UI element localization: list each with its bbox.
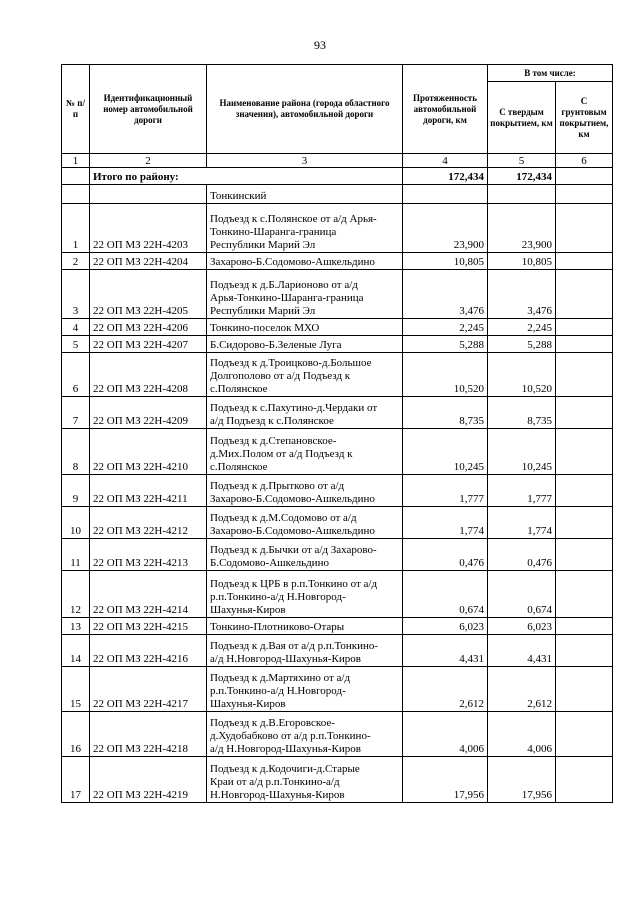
road-name: Подъезд к д.Степановское- д.Мих.Полом от а/д Подъезд к с.Полянское <box>207 429 403 475</box>
total-hard: 172,434 <box>488 168 556 185</box>
road-name: Подъезд к д.М.Содомово от а/д Захарово-Б.Содомово-Ашкельдино <box>207 507 403 539</box>
header-including: В том числе: <box>488 65 613 82</box>
road-hard-length: 0,674 <box>488 571 556 618</box>
road-length: 10,245 <box>403 429 488 475</box>
road-name: Подъезд к д.Бычки от а/д Захарово- Б.Содомово-Ашкельдино <box>207 539 403 571</box>
column-index: 2 <box>90 154 207 168</box>
road-length: 2,245 <box>403 319 488 336</box>
road-hard-length: 2,245 <box>488 319 556 336</box>
road-length: 10,520 <box>403 353 488 397</box>
road-hard-length: 1,774 <box>488 507 556 539</box>
row-number: 15 <box>62 667 90 712</box>
road-dirt-length <box>556 667 613 712</box>
row-number: 16 <box>62 712 90 757</box>
header-num: № п/п <box>62 65 90 154</box>
road-hard-length: 4,431 <box>488 635 556 667</box>
road-id: 22 ОП МЗ 22Н-4212 <box>90 507 207 539</box>
road-name: Подъезд к с.Полянское от а/д Арья- Тонкино-Шаранга-граница Республики Марий Эл <box>207 204 403 253</box>
row-number: 12 <box>62 571 90 618</box>
row-number: 5 <box>62 336 90 353</box>
row-number: 17 <box>62 757 90 803</box>
row-number: 10 <box>62 507 90 539</box>
road-length: 10,805 <box>403 253 488 270</box>
road-id: 22 ОП МЗ 22Н-4216 <box>90 635 207 667</box>
road-hard-length: 3,476 <box>488 270 556 319</box>
road-name: Подъезд к ЦРБ в р.п.Тонкино от а/д р.п.Тонкино-а/д Н.Новгород- Шахунья-Киров <box>207 571 403 618</box>
road-length: 5,288 <box>403 336 488 353</box>
table-row <box>62 397 613 429</box>
total-row <box>62 168 613 185</box>
road-dirt-length <box>556 571 613 618</box>
road-hard-length: 10,805 <box>488 253 556 270</box>
road-id: 22 ОП МЗ 22Н-4204 <box>90 253 207 270</box>
road-length: 4,431 <box>403 635 488 667</box>
road-length: 23,900 <box>403 204 488 253</box>
road-id: 22 ОП МЗ 22Н-4211 <box>90 475 207 507</box>
road-dirt-length <box>556 270 613 319</box>
table-row <box>62 336 613 353</box>
road-name: Тонкино-поселок МХО <box>207 319 403 336</box>
table-row <box>62 618 613 635</box>
row-number: 8 <box>62 429 90 475</box>
row-number: 1 <box>62 204 90 253</box>
district-row <box>62 185 613 204</box>
road-dirt-length <box>556 429 613 475</box>
road-name: Б.Сидорово-Б.Зеленые Луга <box>207 336 403 353</box>
row-number: 7 <box>62 397 90 429</box>
total-dirt <box>556 168 613 185</box>
road-hard-length: 2,612 <box>488 667 556 712</box>
column-index: 4 <box>403 154 488 168</box>
header-ident: Идентификационный номер автомобильной дороги <box>90 65 207 154</box>
row-number: 6 <box>62 353 90 397</box>
header-dirt: С грунтовым покрытием, км <box>556 82 613 154</box>
road-dirt-length <box>556 204 613 253</box>
road-id: 22 ОП МЗ 22Н-4213 <box>90 539 207 571</box>
road-dirt-length <box>556 319 613 336</box>
road-name: Подъезд к с.Пахутино-д.Чердаки от а/д Подъезд к с.Полянское <box>207 397 403 429</box>
road-id: 22 ОП МЗ 22Н-4214 <box>90 571 207 618</box>
road-length: 3,476 <box>403 270 488 319</box>
total-empty-cell <box>62 168 90 185</box>
road-name: Подъезд к д.Б.Ларионово от а/д Арья-Тонкино-Шаранга-граница Республики Марий Эл <box>207 270 403 319</box>
road-dirt-length <box>556 475 613 507</box>
row-number: 4 <box>62 319 90 336</box>
road-dirt-length <box>556 397 613 429</box>
district-empty-cell <box>556 185 613 204</box>
row-number: 9 <box>62 475 90 507</box>
road-name: Подъезд к д.Вая от а/д р.п.Тонкино- а/д Н.Новгород-Шахунья-Киров <box>207 635 403 667</box>
road-hard-length: 10,245 <box>488 429 556 475</box>
road-length: 4,006 <box>403 712 488 757</box>
road-id: 22 ОП МЗ 22Н-4209 <box>90 397 207 429</box>
column-index: 3 <box>207 154 403 168</box>
table-row <box>62 353 613 397</box>
table-row <box>62 507 613 539</box>
row-number: 13 <box>62 618 90 635</box>
road-name: Захарово-Б.Содомово-Ашкельдино <box>207 253 403 270</box>
table-row <box>62 539 613 571</box>
road-hard-length: 17,956 <box>488 757 556 803</box>
road-length: 1,774 <box>403 507 488 539</box>
road-dirt-length <box>556 618 613 635</box>
road-hard-length: 5,288 <box>488 336 556 353</box>
road-length: 17,956 <box>403 757 488 803</box>
district-empty-cell <box>62 185 90 204</box>
road-dirt-length <box>556 507 613 539</box>
total-length: 172,434 <box>403 168 488 185</box>
road-name: Подъезд к д.Троицково-д.Большое Долгополово от а/д Подъезд к с.Полянское <box>207 353 403 397</box>
road-hard-length: 8,735 <box>488 397 556 429</box>
header-length: Протяженность автомобильной дороги, км <box>403 65 488 154</box>
road-id: 22 ОП МЗ 22Н-4203 <box>90 204 207 253</box>
road-id: 22 ОП МЗ 22Н-4207 <box>90 336 207 353</box>
district-empty-cell <box>403 185 488 204</box>
road-name: Подъезд к д.Кодочиги-д.Старые Краи от а/д р.п.Тонкино-а/д Н.Новгород-Шахунья-Киров <box>207 757 403 803</box>
page-number: 93 <box>314 38 326 52</box>
district-name: Тонкинский <box>207 185 403 204</box>
table-row <box>62 429 613 475</box>
table-row <box>62 475 613 507</box>
road-hard-length: 6,023 <box>488 618 556 635</box>
table-row <box>62 757 613 803</box>
district-empty-cell <box>488 185 556 204</box>
road-length: 2,612 <box>403 667 488 712</box>
road-id: 22 ОП МЗ 22Н-4218 <box>90 712 207 757</box>
row-number: 3 <box>62 270 90 319</box>
road-hard-length: 23,900 <box>488 204 556 253</box>
total-label: Итого по району: <box>90 168 403 185</box>
header-name: Наименование района (города областного значения), автомобильной дороги <box>207 65 403 154</box>
row-number: 2 <box>62 253 90 270</box>
road-id: 22 ОП МЗ 22Н-4215 <box>90 618 207 635</box>
road-hard-length: 0,476 <box>488 539 556 571</box>
district-empty-cell <box>90 185 207 204</box>
column-index: 5 <box>488 154 556 168</box>
road-id: 22 ОП МЗ 22Н-4205 <box>90 270 207 319</box>
table-row <box>62 270 613 319</box>
road-name: Подъезд к д.Прытково от а/д Захарово-Б.Содомово-Ашкельдино <box>207 475 403 507</box>
road-id: 22 ОП МЗ 22Н-4208 <box>90 353 207 397</box>
road-dirt-length <box>556 353 613 397</box>
row-number: 14 <box>62 635 90 667</box>
road-id: 22 ОП МЗ 22Н-4217 <box>90 667 207 712</box>
table-row <box>62 204 613 253</box>
road-dirt-length <box>556 336 613 353</box>
table-row <box>62 253 613 270</box>
road-hard-length: 1,777 <box>488 475 556 507</box>
table-body <box>62 154 613 803</box>
roads-table <box>61 64 613 803</box>
road-id: 22 ОП МЗ 22Н-4210 <box>90 429 207 475</box>
road-dirt-length <box>556 539 613 571</box>
road-name: Подъезд к д.В.Егоровское- д.Худобабково от а/д р.п.Тонкино- а/д Н.Новгород-Шахунья-Киров <box>207 712 403 757</box>
header-hard: С твердым покрытием, км <box>488 82 556 154</box>
road-id: 22 ОП МЗ 22Н-4219 <box>90 757 207 803</box>
road-length: 0,476 <box>403 539 488 571</box>
row-number: 11 <box>62 539 90 571</box>
road-name: Подъезд к д.Мартяхино от а/д р.п.Тонкино-а/д Н.Новгород- Шахунья-Киров <box>207 667 403 712</box>
column-index: 1 <box>62 154 90 168</box>
road-id: 22 ОП МЗ 22Н-4206 <box>90 319 207 336</box>
road-length: 6,023 <box>403 618 488 635</box>
table-row <box>62 712 613 757</box>
road-length: 1,777 <box>403 475 488 507</box>
table-row <box>62 571 613 618</box>
road-dirt-length <box>556 635 613 667</box>
road-dirt-length <box>556 712 613 757</box>
road-dirt-length <box>556 253 613 270</box>
road-name: Тонкино-Плотниково-Отары <box>207 618 403 635</box>
road-length: 8,735 <box>403 397 488 429</box>
table-row <box>62 635 613 667</box>
column-index-row <box>62 154 613 168</box>
road-length: 0,674 <box>403 571 488 618</box>
table-row <box>62 667 613 712</box>
table-row <box>62 319 613 336</box>
road-hard-length: 10,520 <box>488 353 556 397</box>
header-row-top <box>62 65 613 82</box>
road-dirt-length <box>556 757 613 803</box>
column-index: 6 <box>556 154 613 168</box>
road-hard-length: 4,006 <box>488 712 556 757</box>
